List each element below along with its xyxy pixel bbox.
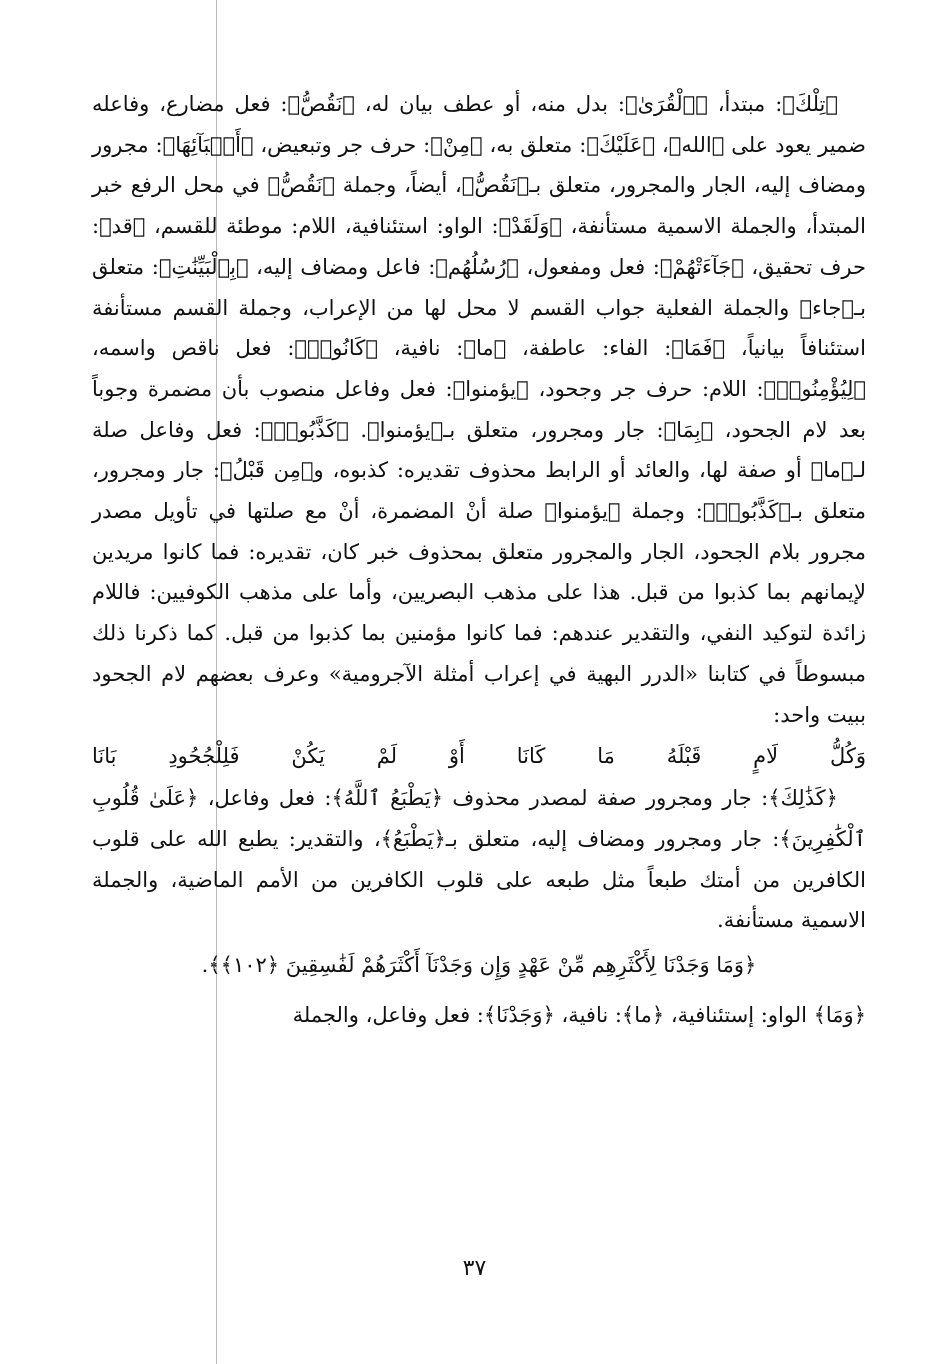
main-text-block	[92, 84, 866, 1036]
page-number: ٣٧	[462, 1256, 487, 1281]
paragraph-kadhalika: ﴿كَذَٰلِكَ﴾: جار ومجرور صفة لمصدر محذوف ﴿يَطْبَعُ ٱللَّهُ﴾: فعل وفاعل، ﴿عَلَىٰ قُلُوبِ ٱلْكَٰفِرِينَ﴾: جار ومجرور ومضاف إليه، متعلق بـ﴿يَطْبَعُ﴾، والتقدير: يطبع الله على قلوب الكافرين من أمتك طبعاً مثل طبعه على قلوب الكافرين من الأمم الماضية، والجملة الاسمية مستأنفة.	[92, 786, 866, 933]
quran-verse-line: ﴿وَمَا وَجَدْنَا لِأَكْثَرِهِم مِّنْ عَهْدٍ وَإِن وَجَدْنَآ أَكْثَرَهُمْ لَفَٰسِقِينَ ﴿١٠٢﴾﴾.	[201, 953, 757, 978]
poetry-verse-line: وَكُلُّ لَامٍ قَبْلَهُ مَا كَانَا أَوْ لَمْ يَكُنْ فَلِلْجُحُودِ بَانَا	[92, 744, 866, 769]
paragraph-wama: ﴿وَمَا﴾ الواو: إستئنافية، ﴿ما﴾: نافية، ﴿وَجَدْنَا﴾: فعل وفاعل، والجملة	[292, 1003, 866, 1028]
paragraph-tilka-alqura: ﴿تِلْكَ﴾: مبتدأ، ﴿ٱلْقُرَىٰ﴾: بدل منه، أو عطف بيان له، ﴿نَقُصُّ﴾: فعل مضارع، وفاعله ضمير يعود على ﴿الله﴾، ﴿عَلَيْكَ﴾: متعلق به، ﴿مِنْ﴾: حرف جر وتبعيض، ﴿أَنۢبَآئِهَا﴾: مجرور ومضاف إليه، الجار والمجرور، متعلق بـ﴿نَقُصُّ﴾، أيضاً، وجملة ﴿نَقُصُّ﴾ في محل الرفع خبر المبتدأ، والجملة الاسمية مستأنفة، ﴿وَلَقَدْ﴾: الواو: استئنافية، اللام: موطئة للقسم، ﴿قد﴾: حرف تحقيق، ﴿جَآءَتْهُمْ﴾: فعل ومفعول، ﴿رُسُلُهُم﴾: فاعل ومضاف إليه، ﴿بِٱلْبَيِّنَٰتِ﴾: متعلق بـ﴿جاء﴾ والجملة الفعلية جواب القسم لا محل لها من الإعراب، وجملة القسم مستأنفة استئنافاً بيانياً، ﴿فَمَا﴾: الفاء: عاطفة، ﴿ما﴾: نافية، ﴿كَانُوا۟﴾: فعل ناقص واسمه، ﴿لِيُؤْمِنُوا۟﴾: اللام: حرف جر وجحود، ﴿يؤمنوا﴾: فعل وفاعل منصوب بأن مضمرة وجوباً بعد لام الجحود، ﴿بِمَا﴾: جار ومجرور، متعلق بـ﴿يؤمنوا﴾. ﴿كَذَّبُوا۟﴾: فعل وفاعل صلة لـ﴿ما﴾ أو صفة لها، والعائد أو الرابط محذوف تقديره: كذبوه، و﴿مِن قَبْلُ﴾: جار ومجرور، متعلق بـ﴿كَذَّبُوا۟﴾: وجملة ﴿يؤمنوا﴾ صلة أنْ المضمرة، أنْ مع صلتها في تأويل مصدر مجرور بلام الجحود، الجار والمجرور متعلق بمحذوف خبر كان، تقديره: فما كانوا مريدين لإيمانهم بما كذبوا من قبل. هذا على مذهب البصريين، وأما على مذهب الكوفيين: فاللام زائدة لتوكيد النفي، والتقدير عندهم: فما كانوا مؤمنين بما كذبوا من قبل. كما ذكرنا ذلك مبسوطاً في كتابنا «الدرر البهية في إعراب أمثلة الآجرومية» وعرف بعضهم لام الجحود ببيت واحد:	[92, 92, 866, 727]
